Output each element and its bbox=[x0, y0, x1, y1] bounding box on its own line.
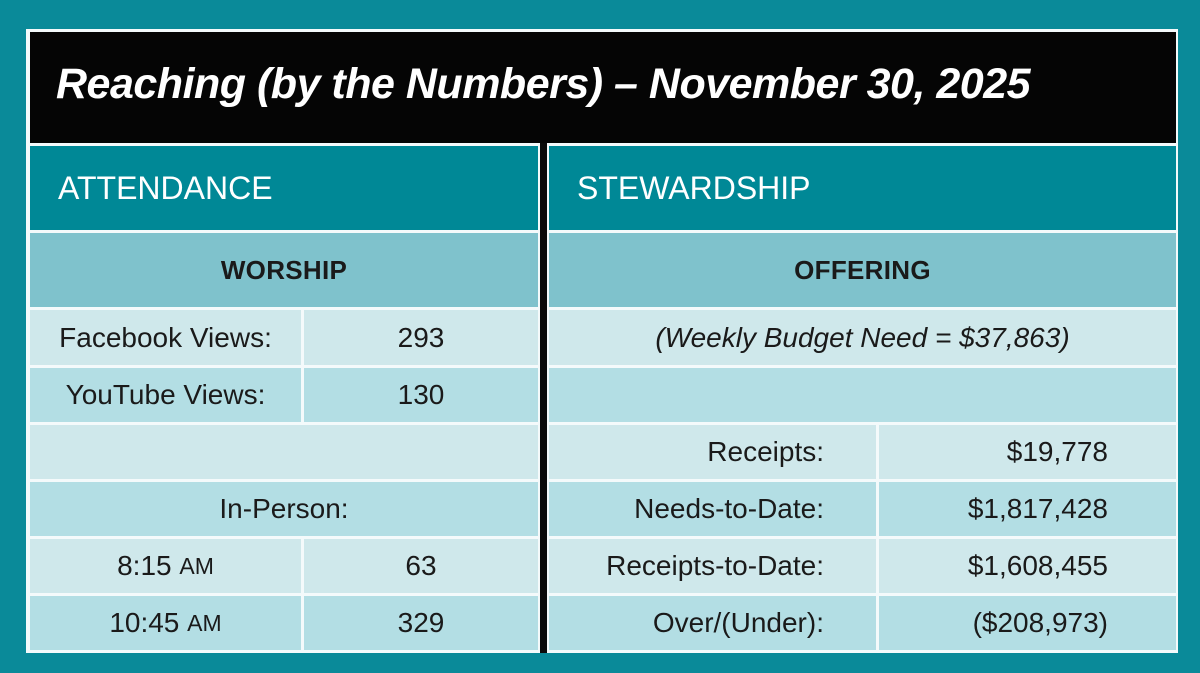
service-time-2 bbox=[30, 596, 301, 650]
attendance-heading: ATTENDANCE bbox=[30, 146, 538, 230]
facebook-views-value: 293 bbox=[304, 310, 538, 365]
over-under-value: ($208,973) bbox=[879, 596, 1176, 650]
stewardship-heading: STEWARDSHIP bbox=[549, 146, 1176, 230]
service-attendance-1: 63 bbox=[304, 539, 538, 593]
service-time-1-clock: 8:15 bbox=[117, 550, 172, 581]
needs-to-date-value: $1,817,428 bbox=[879, 482, 1176, 536]
worship-subheading: WORSHIP bbox=[30, 233, 538, 307]
spacer-row bbox=[549, 368, 1176, 422]
receipts-to-date-label: Receipts-to-Date: bbox=[549, 539, 876, 593]
facebook-views-label: Facebook Views: bbox=[30, 310, 301, 365]
service-time-2-clock: 10:45 bbox=[109, 607, 180, 638]
service-time-1-ampm: AM bbox=[179, 552, 214, 579]
needs-to-date-label: Needs-to-Date: bbox=[549, 482, 876, 536]
offering-subheading: OFFERING bbox=[549, 233, 1176, 307]
service-time-2-ampm: AM bbox=[187, 609, 222, 636]
receipts-label: Receipts: bbox=[549, 425, 876, 479]
receipts-to-date-value: $1,608,455 bbox=[879, 539, 1176, 593]
service-attendance-2: 329 bbox=[304, 596, 538, 650]
in-person-label: In-Person: bbox=[30, 482, 538, 536]
spacer-row bbox=[30, 425, 538, 479]
youtube-views-value: 130 bbox=[304, 368, 538, 422]
over-under-label: Over/(Under): bbox=[549, 596, 876, 650]
page-title: Reaching (by the Numbers) – November 30, 2025 bbox=[56, 60, 1031, 108]
youtube-views-label: YouTube Views: bbox=[30, 368, 301, 422]
weekly-budget-note: (Weekly Budget Need = $37,863) bbox=[549, 310, 1176, 365]
column-divider bbox=[540, 143, 547, 653]
service-time-1 bbox=[30, 539, 301, 593]
receipts-value: $19,778 bbox=[879, 425, 1176, 479]
